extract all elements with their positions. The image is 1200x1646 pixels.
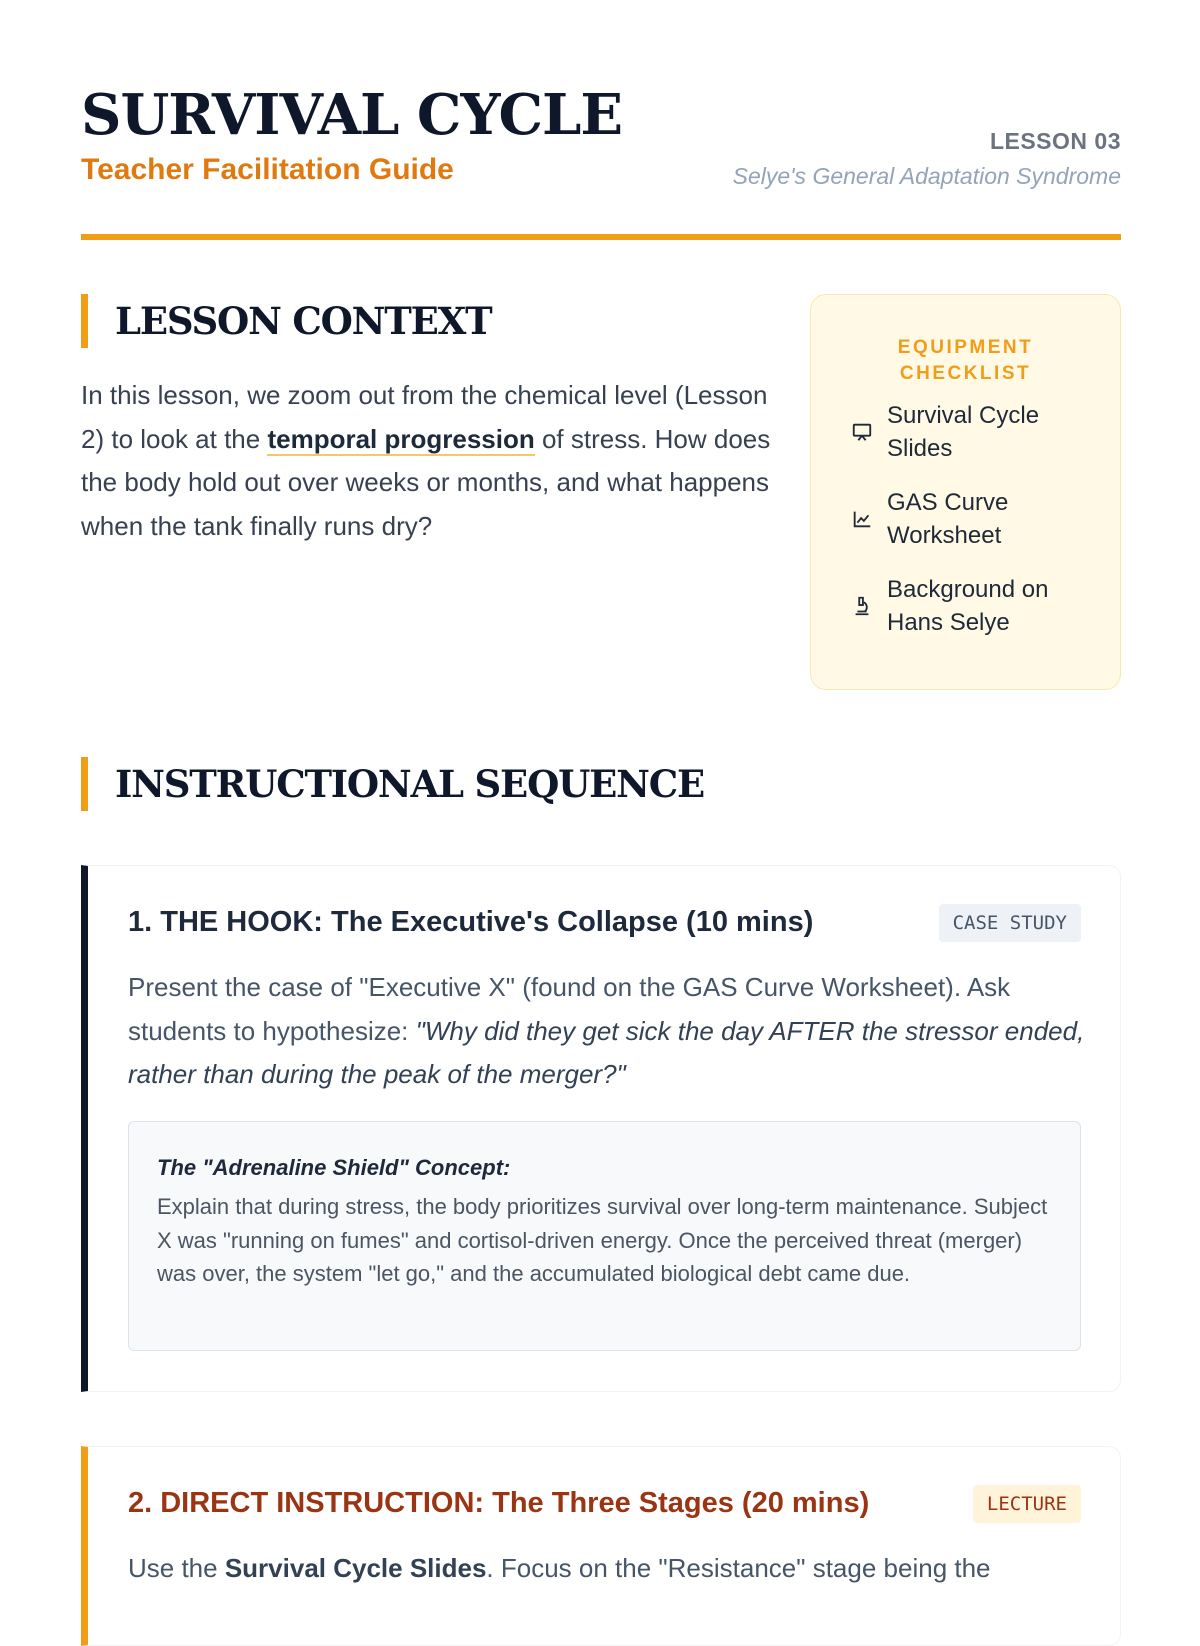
presentation-icon — [851, 421, 873, 443]
equipment-item-label: Survival Cycle Slides — [887, 402, 1040, 462]
lesson-topic: Selye's General Adaptation Syndrome — [732, 163, 1121, 189]
context-text-end: of stress. How does the body hold out over weeks or months, and what happens when the tank finally runs dry? — [81, 423, 771, 541]
equipment-item-slides — [851, 399, 1101, 465]
equipment-item-label: Background on Hans Selye — [887, 576, 1049, 636]
step-card-hook — [81, 865, 1121, 1392]
case-study-badge: CASE STUDY — [939, 904, 1081, 942]
callout-title: The "Adrenaline Shield" Concept: — [157, 1155, 511, 1180]
equipment-checklist-title: EQUIPMENT CHECKLIST — [897, 337, 1034, 384]
context-text-start: In this lesson, we zoom out from the chemical level (Lesson 2) to look at the — [81, 380, 768, 454]
hypothesis-question: "Why did they get sick the day AFTER the stressor ended, rather than during the peak of the merger?" — [128, 1015, 1085, 1089]
step-description-text: Use the — [128, 1553, 225, 1583]
lesson-context-text — [81, 374, 771, 548]
page-title: SURVIVAL CYCLE — [81, 82, 623, 148]
step-description-text: Present the case of "Executive X" (found on the GAS Curve Worksheet). Ask students to hypothesize: — [128, 972, 1011, 1046]
temporal-progression-emphasis: temporal progression — [267, 423, 535, 454]
slides-reference: Survival Cycle Slides — [224, 1553, 487, 1583]
step-card-direct-instruction — [81, 1446, 1121, 1646]
step-description — [128, 1547, 1088, 1591]
step-description — [128, 966, 1088, 1097]
adrenaline-shield-callout — [128, 1121, 1081, 1351]
step-title: 1. THE HOOK: The Executive's Collapse (10 mins) — [128, 906, 814, 938]
equipment-item-worksheet — [851, 486, 1101, 552]
equipment-item-background — [851, 573, 1101, 639]
step-title: 2. DIRECT INSTRUCTION: The Three Stages (20 mins) — [128, 1487, 870, 1519]
chart-icon — [851, 508, 873, 530]
microscope-icon — [851, 595, 873, 617]
lesson-number: LESSON 03 — [989, 128, 1121, 154]
callout-text: Explain that during stress, the body prioritizes survival over long-term maintenance. Subject X was "running on fumes" and cortisol-driven energy. Once the perceived threat (merger) was over, the system "let go," and the accumulated biological debt came due. — [157, 1194, 1048, 1286]
equipment-item-label: GAS Curve Worksheet — [887, 489, 1009, 549]
guide-page — [81, 0, 1121, 1600]
lecture-badge: LECTURE — [973, 1485, 1081, 1523]
lesson-context-heading: LESSON CONTEXT — [81, 294, 491, 348]
header-divider — [81, 234, 1121, 240]
instructional-sequence-heading: INSTRUCTIONAL SEQUENCE — [81, 757, 704, 811]
page-subtitle: Teacher Facilitation Guide — [81, 153, 454, 186]
step-description-text-end: . Focus on the "Resistance" stage being the — [486, 1553, 991, 1583]
equipment-checklist-card — [810, 294, 1121, 690]
